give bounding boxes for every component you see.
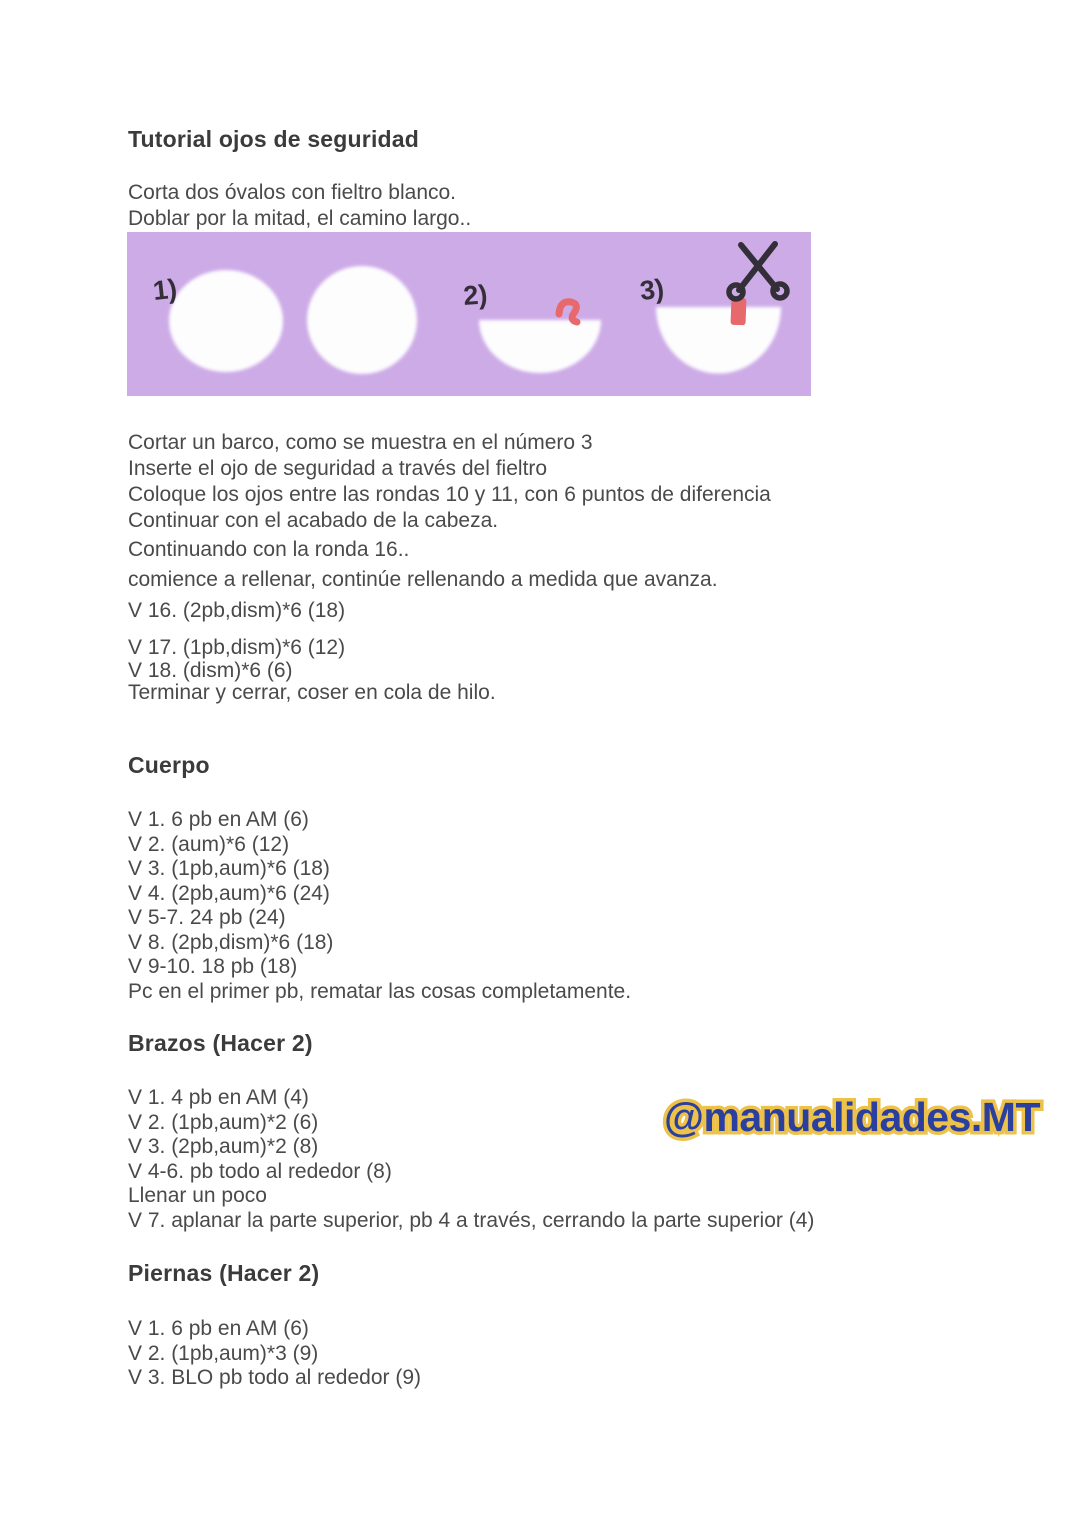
pattern-row: V 3. BLO pb todo al rededor (9) [128, 1366, 422, 1389]
section-heading-cuerpo: Cuerpo [128, 752, 210, 778]
pattern-row: V 2. (1pb,aum)*2 (6) [128, 1110, 319, 1134]
snip-mark [559, 302, 577, 322]
pattern-row: V 7. aplanar la parte superior, pb 4 a través, cerrando la parte superior (4) [128, 1208, 815, 1232]
safety-eye-post [731, 298, 747, 326]
watermark-text: @manualidades.MT [664, 1094, 1040, 1140]
pattern-row: V 17. (1pb,dism)*6 (12) [128, 636, 346, 659]
pattern-row: V 4-6. pb todo al rededor (8) [128, 1159, 392, 1183]
intro-line: Doblar por la mitad, el camino largo.. [128, 207, 472, 230]
pattern-row: V 5-7. 24 pb (24) [128, 906, 286, 929]
cuerpo-rows [128, 808, 631, 1004]
piernas-rows [128, 1317, 421, 1391]
step-label-1: 1) [151, 273, 179, 306]
pattern-row: V 4. (2pb,aum)*6 (24) [128, 881, 330, 905]
section-heading-piernas: Piernas (Hacer 2) [128, 1260, 320, 1286]
pattern-row: V 1. 4 pb en AM (4) [128, 1086, 309, 1109]
intro-line: Corta dos óvalos con fieltro blanco. [128, 181, 457, 204]
pattern-row: V 16. (2pb,dism)*6 (18) [128, 599, 346, 622]
round-16-note: Continuando con la ronda 16.. [128, 538, 410, 561]
head-finish-rows [128, 637, 496, 705]
boat-cut-felt-shape [656, 307, 781, 374]
step-label-2: 2) [462, 279, 489, 311]
pattern-row: Pc en el primer pb, rematar las cosas completamente. [128, 979, 632, 1003]
pattern-row: V 1. 6 pb en AM (6) [128, 808, 309, 831]
pattern-row: Terminar y cerrar, coser en cola de hilo. [128, 681, 496, 704]
pattern-row: V 2. (aum)*6 (12) [128, 832, 290, 856]
pattern-row: V 1. 6 pb en AM (6) [128, 1317, 309, 1340]
section-heading-brazos: Brazos (Hacer 2) [128, 1030, 313, 1056]
step-line: Continuar con el acabado de la cabeza. [128, 509, 499, 532]
step-line: Cortar un barco, como se muestra en el número 3 [128, 431, 593, 454]
stuffing-note: comience a rellenar, continúe rellenando a medida que avanza. [128, 568, 718, 591]
pattern-row: V 3. (2pb,aum)*2 (8) [128, 1135, 319, 1158]
pattern-row: V 9-10. 18 pb (18) [128, 955, 298, 978]
folded-felt-shape [479, 320, 601, 373]
pattern-row: V 3. (1pb,aum)*6 (18) [128, 857, 330, 880]
step-label-3: 3) [638, 273, 666, 306]
pattern-row: Llenar un poco [128, 1184, 267, 1207]
step-line: Inserte el ojo de seguridad a través del fieltro [128, 457, 548, 480]
step-line: Coloque los ojos entre las rondas 10 y 11, con 6 puntos de diferencia [128, 483, 771, 506]
pattern-row: V 8. (2pb,dism)*6 (18) [128, 930, 334, 954]
assembly-steps [128, 430, 771, 534]
intro-paragraph [128, 180, 471, 232]
pattern-row: V 2. (1pb,aum)*3 (9) [128, 1341, 319, 1365]
pattern-row: V 18. (dism)*6 (6) [128, 658, 293, 682]
page-title: Tutorial ojos de seguridad [128, 126, 420, 152]
scissors-icon [729, 244, 787, 299]
felt-tutorial-illustration [127, 232, 811, 396]
